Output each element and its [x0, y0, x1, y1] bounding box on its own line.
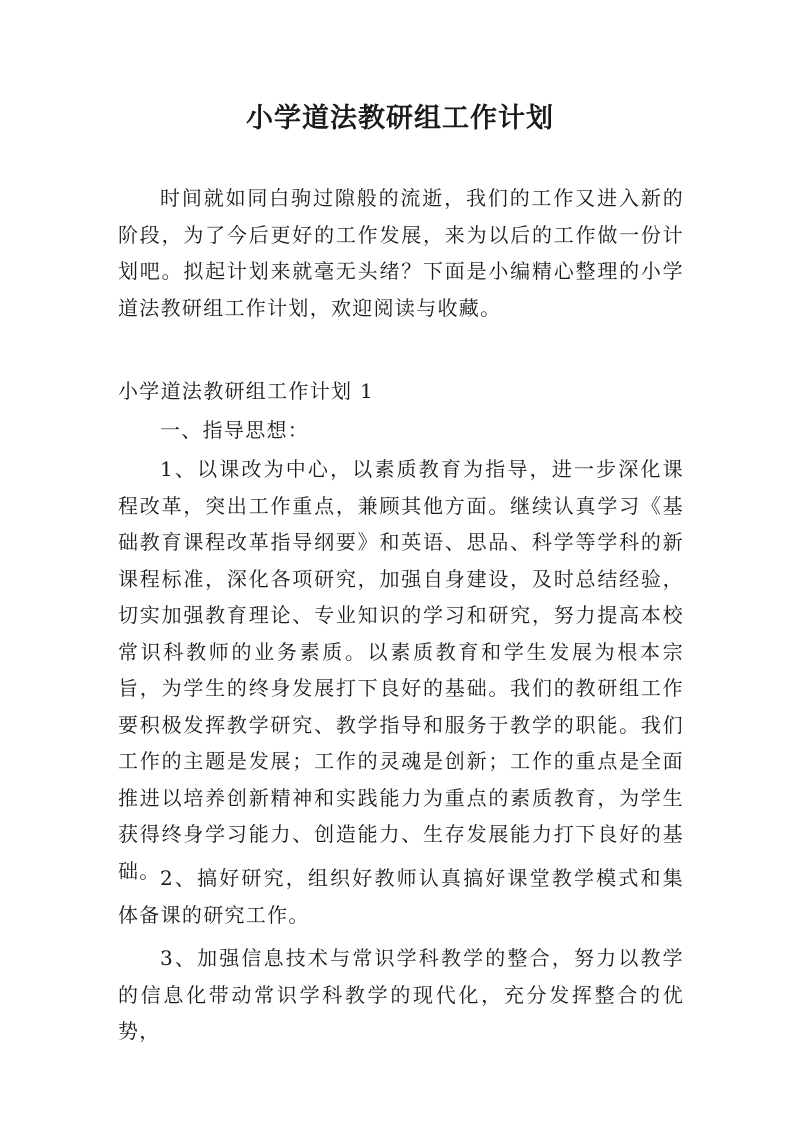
paragraph-item-3: 3、加强信息技术与常识学科教学的整合，努力以教学的信息化带动常识学科教学的现代化，充分发挥整合的优势， — [118, 946, 684, 1043]
document-title: 小学道法教研组工作计划 — [246, 103, 554, 134]
paragraph-item-2: 2、搞好研究，组织好教师认真搞好课堂教学模式和集体备课的研究工作。 — [118, 866, 684, 927]
guide-heading: 一、指导思想： — [160, 418, 310, 442]
intro-paragraph: 时间就如同白驹过隙般的流逝，我们的工作又进入新的阶段，为了今后更好的工作发展，来为以后的工作做一份计划吧。拟起计划来就毫无头绪？下面是小编精心整理的小学道法教研组工作计划，欢迎阅读与收藏。 — [118, 186, 684, 320]
paragraph-item-1: 1、以课改为中心，以素质教育为指导，进一步深化课程改革，突出工作重点，兼顾其他方面。继续认真学习《基础教育课程改革指导纲要》和英语、思品、科学等学科的新课程标准，深化各项研究，加强自身建设，及时总结经验，切实加强教育理论、专业知识的学习和研究，努力提高本校常识科教师的业务素质。以素质教育和学生发展为根本宗旨，为学生的终身发展打下良好的基础。我们的教研组工作要积极发挥教学研究、教学指导和服务于教学的职能。我们工作的主题是发展；工作的灵魂是创新；工作的重点是全面推进以培养创新精神和实践能力为重点的素质教育，为学生获得终身学习能力、创造能力、生存发展能力打下良好的基础。 — [118, 457, 684, 883]
section-heading: 小学道法教研组工作计划 1 — [118, 379, 374, 403]
